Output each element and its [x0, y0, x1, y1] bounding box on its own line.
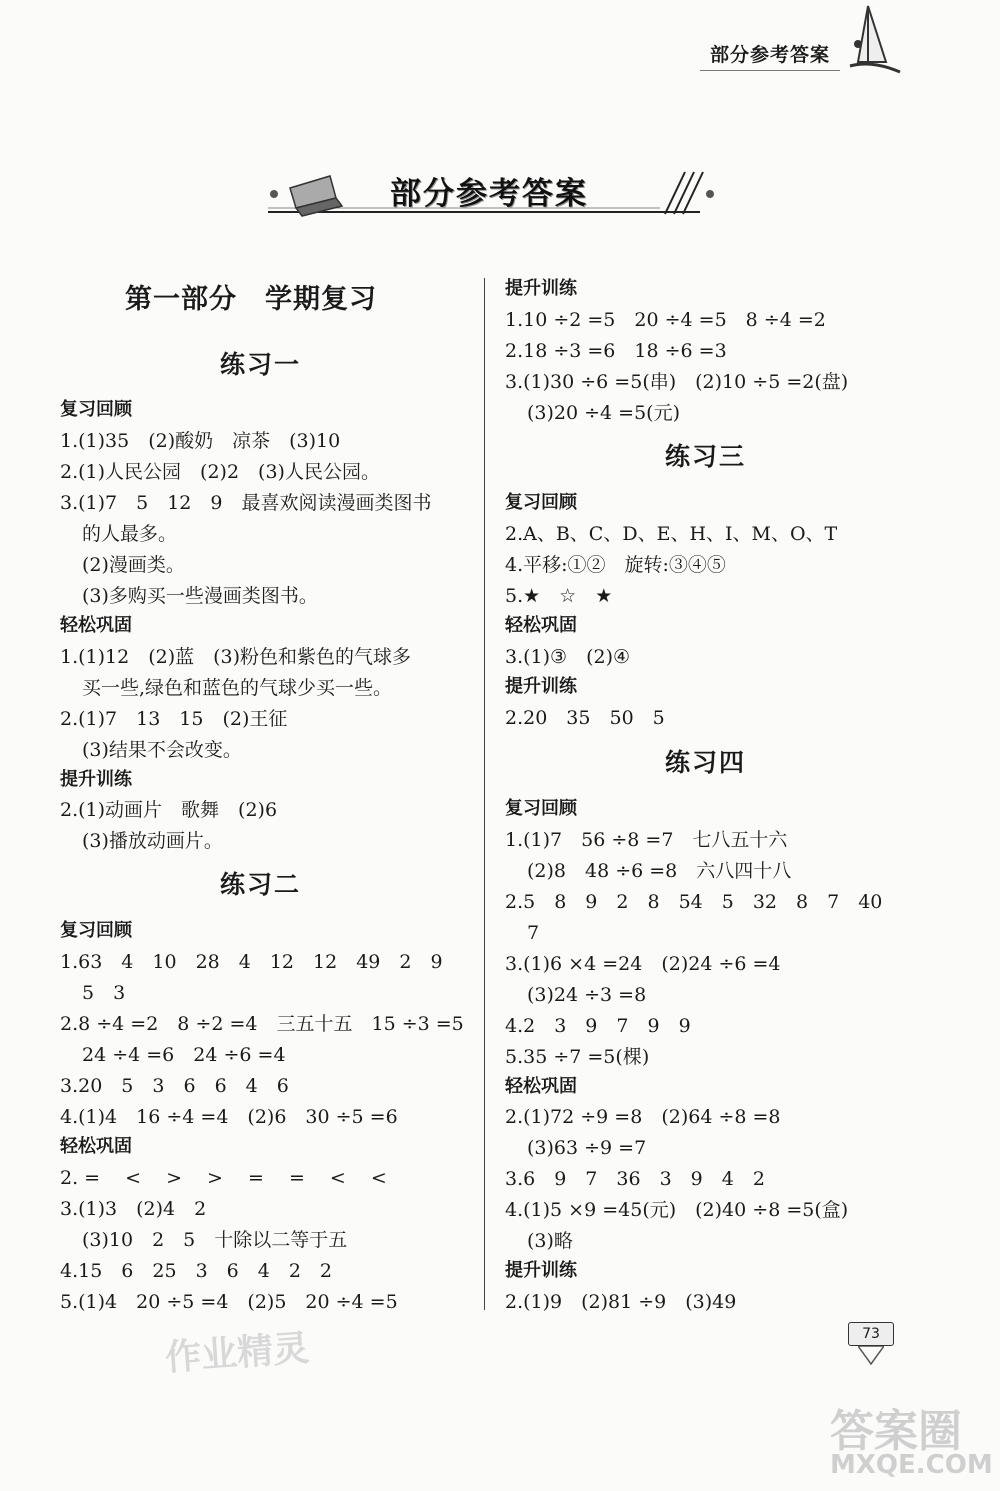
answer-line: 1.63 4 10 28 4 12 12 49 2 9: [60, 951, 443, 973]
section-heading: 复习回顾: [505, 492, 577, 513]
answer-line: 1.(1)12 (2)蓝 (3)粉色和紫色的气球多: [60, 646, 412, 668]
answer-line: 3.(1)30 ÷6 =5(串) (2)10 ÷5 =2(盘): [505, 371, 849, 393]
answer-line: 4.2 3 9 7 9 9: [505, 1015, 691, 1037]
section-heading: 提升训练: [60, 769, 132, 790]
answer-line: 4.(1)4 16 ÷4 =4 (2)6 30 ÷5 =6: [60, 1106, 398, 1128]
answer-line: 3.(1)7 5 12 9 最喜欢阅读漫画类图书: [60, 492, 432, 514]
answer-line: (3)10 2 5 十除以二等于五: [82, 1229, 348, 1251]
section-heading: 复习回顾: [505, 798, 577, 819]
answer-line: 1.(1)35 (2)酸奶 凉茶 (3)10: [60, 430, 341, 452]
answer-line: 7: [527, 922, 540, 944]
answer-line: (2)漫画类。: [82, 554, 185, 576]
answer-line: 2.(1)7 13 15 (2)王征: [60, 708, 288, 730]
section-heading: 复习回顾: [60, 399, 132, 420]
exercise-1-title: 练习一: [220, 350, 302, 379]
page-number: 73: [848, 1322, 894, 1346]
answer-line: (3)多购买一些漫画类图书。: [82, 585, 318, 607]
page-pointer-icon: [858, 1346, 884, 1366]
answer-line: 1.10 ÷2 =5 20 ÷4 =5 8 ÷4 =2: [505, 309, 826, 331]
answer-line: 2.18 ÷3 =6 18 ÷6 =3: [505, 340, 727, 362]
answer-line: (3)结果不会改变。: [82, 739, 242, 761]
answer-line: 24 ÷4 =6 24 ÷6 =4: [82, 1044, 286, 1066]
section-heading: 提升训练: [505, 676, 577, 697]
answer-line: 5.35 ÷7 =5(棵): [505, 1046, 650, 1068]
answer-line: 2.20 35 50 5: [505, 707, 665, 729]
answer-line: 2.(1)9 (2)81 ÷9 (3)49: [505, 1291, 737, 1313]
exercise-4-title: 练习四: [665, 748, 747, 777]
laptop-icon: [290, 176, 342, 216]
section-heading: 提升训练: [505, 1260, 577, 1281]
answer-line: 4.15 6 25 3 6 4 2 2: [60, 1260, 333, 1282]
section-heading: 轻松巩固: [60, 615, 132, 636]
answer-line: 2. = < > > = = < <: [60, 1167, 387, 1189]
answer-line: 的人最多。: [82, 523, 178, 545]
answer-line: (3)播放动画片。: [82, 830, 223, 852]
answer-line: 1.(1)7 56 ÷8 =7 七八五十六: [505, 829, 788, 851]
answer-line: (2)8 48 ÷6 =8 六八四十八: [527, 860, 792, 882]
answer-line: 3.6 9 7 36 3 9 4 2: [505, 1168, 765, 1190]
section-heading: 提升训练: [505, 278, 577, 299]
column-divider: [484, 278, 485, 1310]
answer-line: 2.5 8 9 2 8 54 5 32 8 7 40: [505, 891, 883, 913]
answer-line: 3.(1)3 (2)4 2: [60, 1198, 207, 1220]
answer-line: 2.8 ÷4 =2 8 ÷2 =4 三五十五 15 ÷3 =5: [60, 1013, 464, 1035]
section-heading: 复习回顾: [60, 920, 132, 941]
answer-line: (3)20 ÷4 =5(元): [527, 402, 681, 424]
answer-line: 4.(1)5 ×9 =45(元) (2)40 ÷8 =5(盒): [505, 1199, 849, 1221]
watermark-text: 作业精灵: [163, 1328, 311, 1379]
answer-line: (3)略: [527, 1230, 573, 1252]
answer-line: 2.(1)人民公园 (2)2 (3)人民公园。: [60, 461, 380, 483]
watermark-url: MXQE.COM: [830, 1450, 993, 1480]
running-header-title: 部分参考答案: [709, 44, 830, 66]
answer-line: 3.20 5 3 6 6 4 6: [60, 1075, 289, 1097]
answer-line: (3)63 ÷9 =7: [527, 1137, 647, 1159]
answer-line: 2.A、B、C、D、E、H、I、M、O、T: [505, 523, 838, 545]
exercise-2-title: 练习二: [220, 870, 302, 899]
answer-line: 5.★ ☆ ★: [505, 585, 613, 607]
answer-line: (3)24 ÷3 =8: [527, 984, 647, 1006]
banner-title: 部分参考答案: [390, 176, 588, 212]
answer-line: 买一些,绿色和蓝色的气球少买一些。: [82, 677, 393, 699]
header-rule: [700, 70, 840, 71]
watermark-logo-text: 答案圈: [830, 1406, 962, 1457]
section-heading: 轻松巩固: [505, 615, 577, 636]
answer-line: 2.(1)动画片 歌舞 (2)6: [60, 799, 278, 821]
answer-line: 2.(1)72 ÷9 =8 (2)64 ÷8 =8: [505, 1106, 781, 1128]
answer-line: 3.(1)6 ×4 =24 (2)24 ÷6 =4: [505, 953, 781, 975]
windsurfer-icon: [838, 2, 904, 78]
answer-line: 5 3: [82, 982, 126, 1004]
part-title: 第一部分 学期复习: [125, 284, 377, 315]
section-heading: 轻松巩固: [60, 1136, 132, 1157]
exercise-3-title: 练习三: [665, 442, 747, 471]
answer-line: 5.(1)4 20 ÷5 =4 (2)5 20 ÷4 =5: [60, 1291, 398, 1313]
answer-line: 4.平移:①② 旋转:③④⑤: [505, 554, 726, 576]
answer-line: 3.(1)③ (2)④: [505, 646, 631, 668]
section-heading: 轻松巩固: [505, 1076, 577, 1097]
